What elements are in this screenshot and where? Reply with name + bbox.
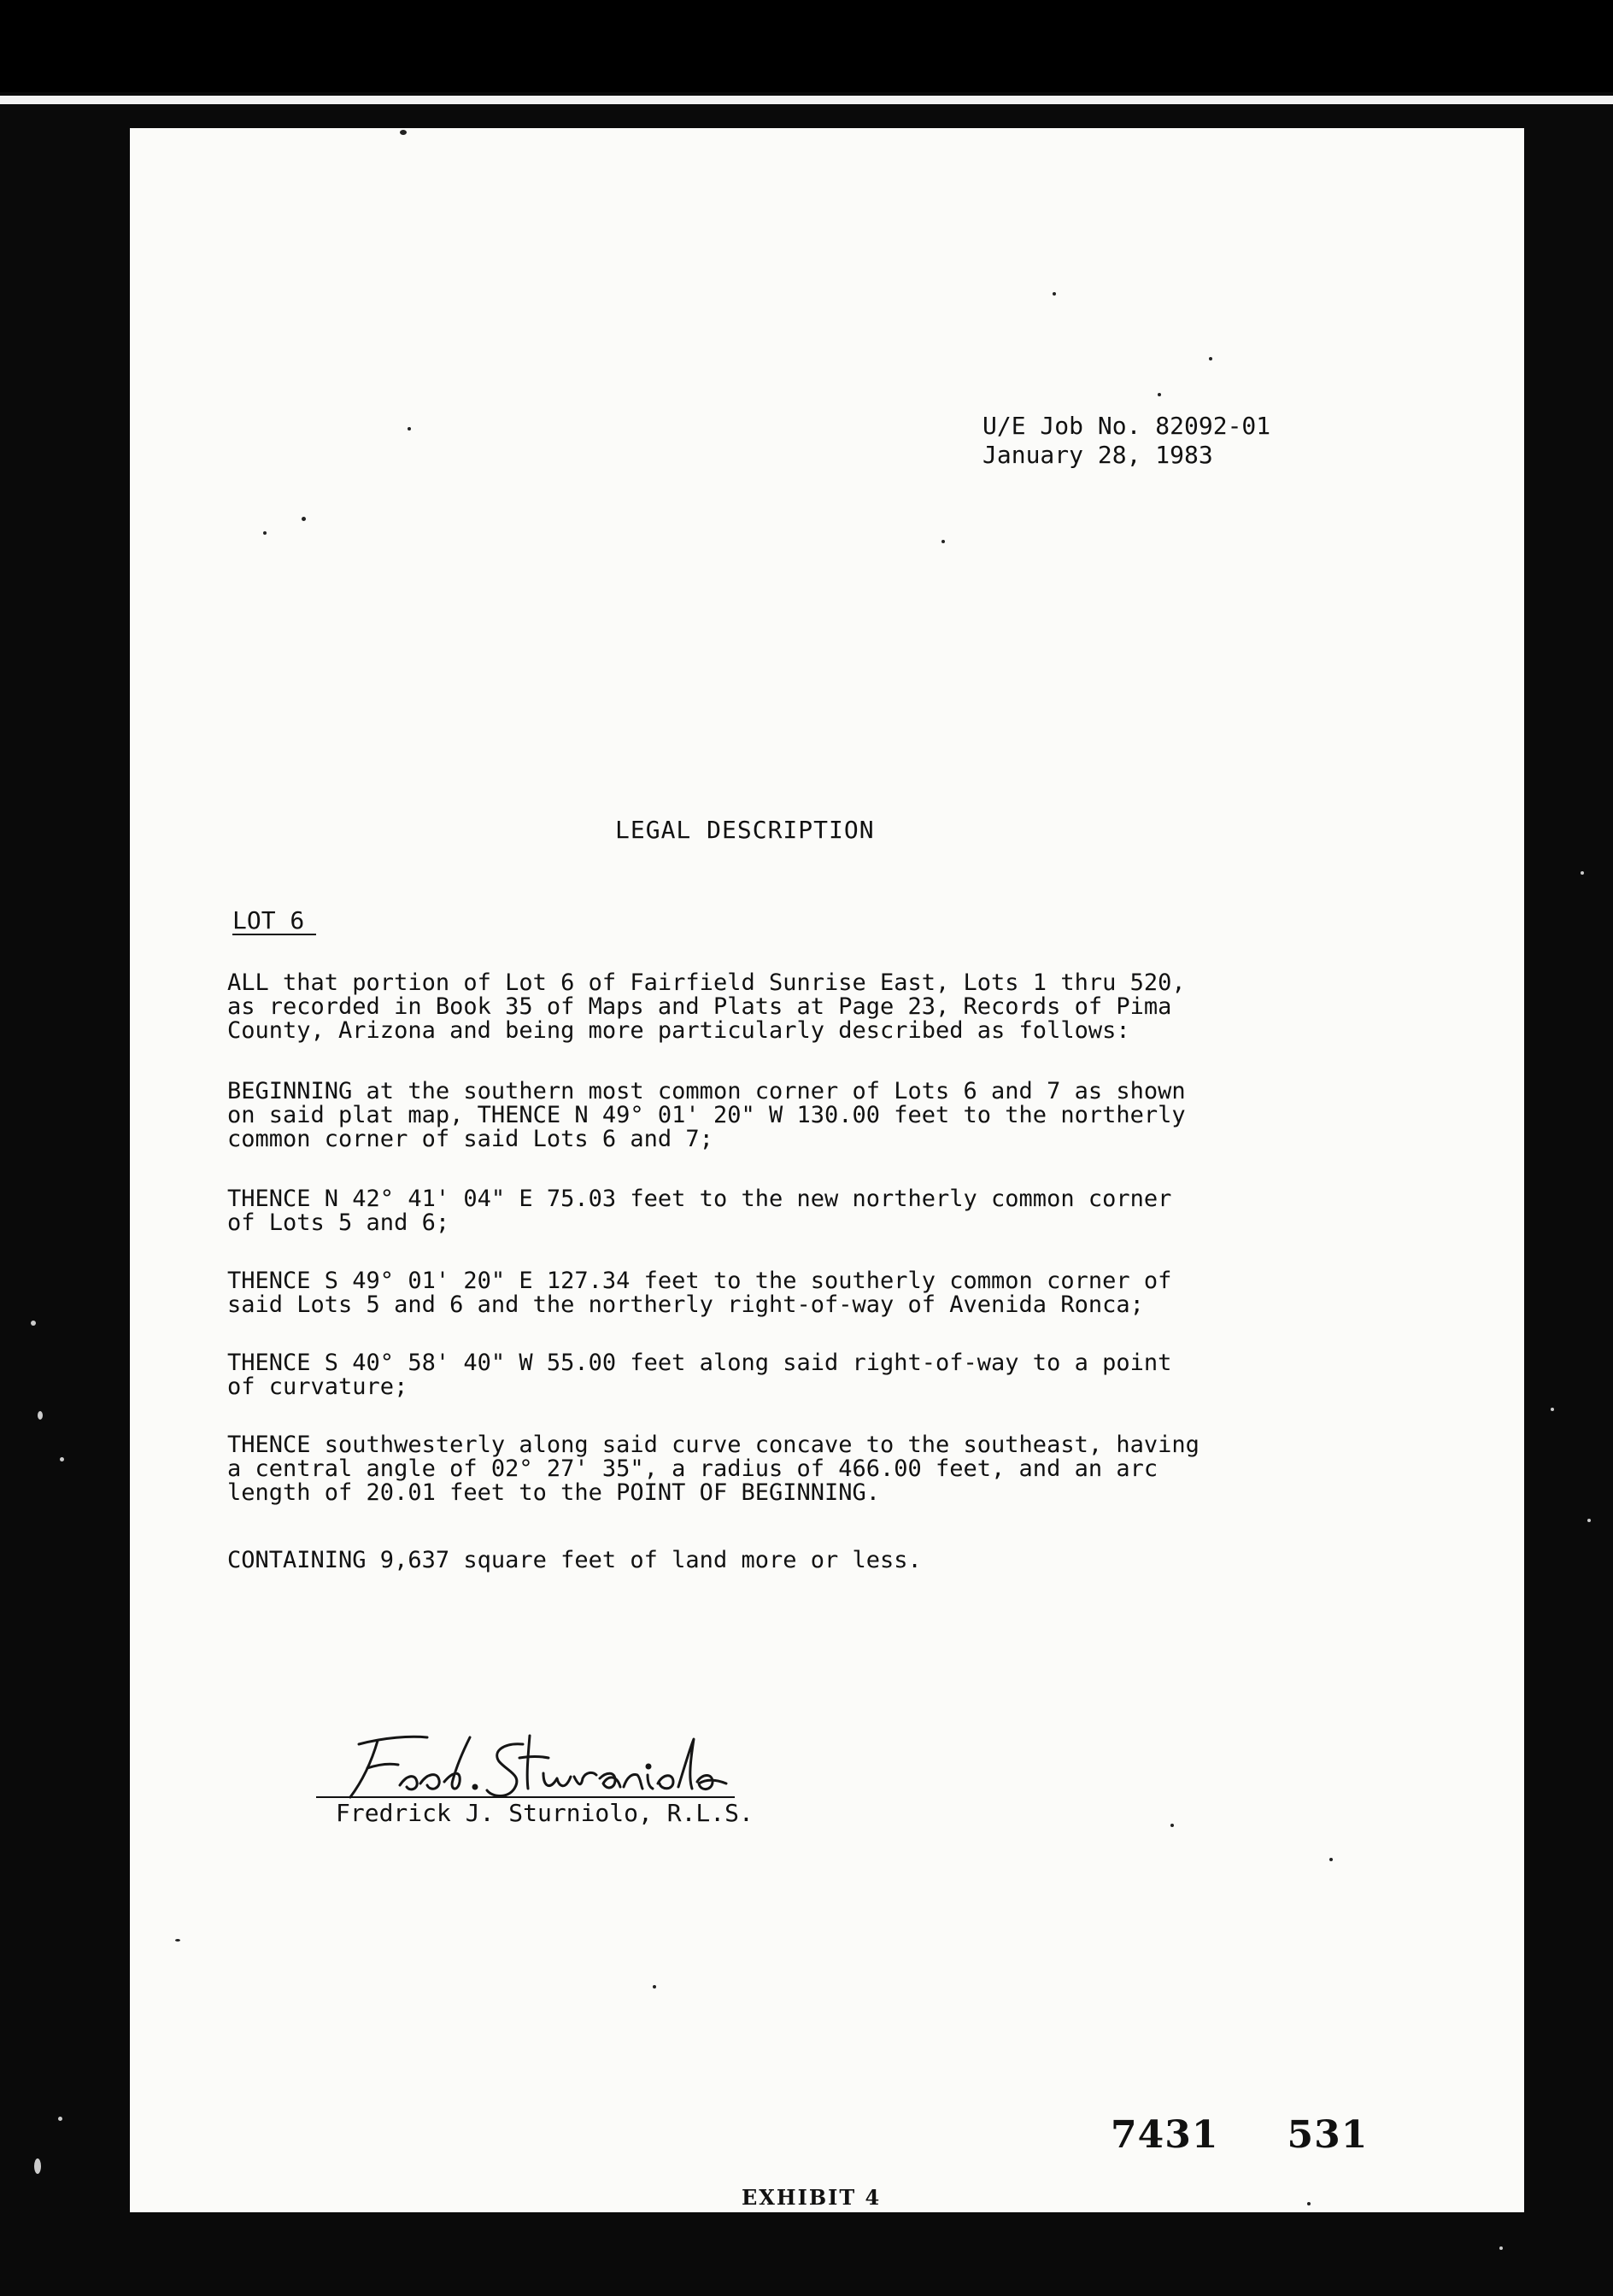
paragraph-line: as recorded in Book 35 of Maps and Plats at Page 23, Records of Pima <box>227 993 1172 1020</box>
scan-speck <box>302 517 306 521</box>
document-page <box>130 128 1524 2212</box>
paragraph-line: said Lots 5 and 6 and the northerly right-of-way of Avenida Ronca; <box>227 1292 1144 1318</box>
paragraph-line: of Lots 5 and 6; <box>227 1210 450 1236</box>
paragraph-line: of curvature; <box>227 1374 408 1400</box>
scan-top-strip <box>0 96 1613 104</box>
scan-speck <box>1499 2246 1503 2250</box>
scan-speck <box>1587 1519 1591 1522</box>
scan-speck <box>38 1411 43 1420</box>
paragraph-containing <box>227 1549 922 1573</box>
scan-speck <box>400 130 407 135</box>
scan-speck <box>58 2117 62 2121</box>
signature-line <box>316 1796 735 1798</box>
scan-speck <box>1170 1824 1174 1827</box>
job-number: U/E Job No. 82092-01 <box>982 412 1271 440</box>
paragraph-line: length of 20.01 feet to the POINT OF BEGINNING. <box>227 1479 881 1506</box>
scan-speck <box>175 1939 180 1942</box>
paragraph-line: BEGINNING at the southern most common corner of Lots 6 and 7 as shown <box>227 1078 1186 1104</box>
scan-speck <box>1307 2202 1311 2205</box>
paragraph-thence-curve <box>227 1433 1199 1505</box>
scan-speck <box>408 427 411 430</box>
paragraph-line: THENCE S 40° 58' 40" W 55.00 feet along said right-of-way to a point <box>227 1350 1172 1376</box>
paragraph-line: common corner of said Lots 6 and 7; <box>227 1126 713 1152</box>
paragraph-line: THENCE southwesterly along said curve concave to the southeast, having <box>227 1432 1199 1458</box>
paragraph-thence-2 <box>227 1269 1171 1317</box>
scan-top-border <box>0 0 1613 92</box>
scan-speck <box>1551 1408 1554 1411</box>
page-number: 531 <box>1287 2113 1369 2157</box>
scan-speck <box>1209 357 1212 360</box>
job-info-block <box>982 412 1270 470</box>
paragraph-line: THENCE S 49° 01' 20" E 127.34 feet to the southerly common corner of <box>227 1268 1172 1294</box>
paragraph-line: ALL that portion of Lot 6 of Fairfield Sunrise East, Lots 1 thru 520, <box>227 969 1186 996</box>
exhibit-label: EXHIBIT 4 <box>742 2185 882 2210</box>
paragraph-thence-1 <box>227 1187 1171 1235</box>
scan-speck <box>1581 871 1584 875</box>
scan-speck <box>1053 292 1056 296</box>
paragraph-line: THENCE N 42° 41' 04" E 75.03 feet to the new northerly common corner <box>227 1186 1172 1212</box>
scan-speck <box>941 540 945 543</box>
scan-speck <box>31 1321 36 1326</box>
handwritten-signature <box>325 1719 752 1804</box>
document-date: January 28, 1983 <box>982 441 1213 469</box>
scan-speck <box>263 531 267 535</box>
signer-printed-name: Fredrick J. Sturniolo, R.L.S. <box>336 1799 754 1827</box>
paragraph-portion <box>227 971 1186 1043</box>
recording-numbers <box>1111 2113 1368 2157</box>
paragraph-thence-3 <box>227 1351 1171 1399</box>
lot-heading: LOT 6 <box>232 908 316 935</box>
scan-speck <box>1329 1858 1333 1861</box>
book-number: 7431 <box>1111 2113 1219 2157</box>
scan-speck <box>653 1985 656 1988</box>
scan-speck <box>1158 393 1161 396</box>
document-title: LEGAL DESCRIPTION <box>615 816 875 844</box>
paragraph-beginning <box>227 1080 1186 1151</box>
paragraph-line: County, Arizona and being more particularly described as follows: <box>227 1017 1130 1044</box>
paragraph-line: CONTAINING 9,637 square feet of land more or less. <box>227 1547 922 1573</box>
paragraph-line: on said plat map, THENCE N 49° 01' 20" W 130.00 feet to the northerly <box>227 1102 1186 1128</box>
scan-speck <box>34 2158 41 2174</box>
scan-speck <box>60 1457 64 1461</box>
paragraph-line: a central angle of 02° 27' 35", a radius of 466.00 feet, and an arc <box>227 1456 1158 1482</box>
